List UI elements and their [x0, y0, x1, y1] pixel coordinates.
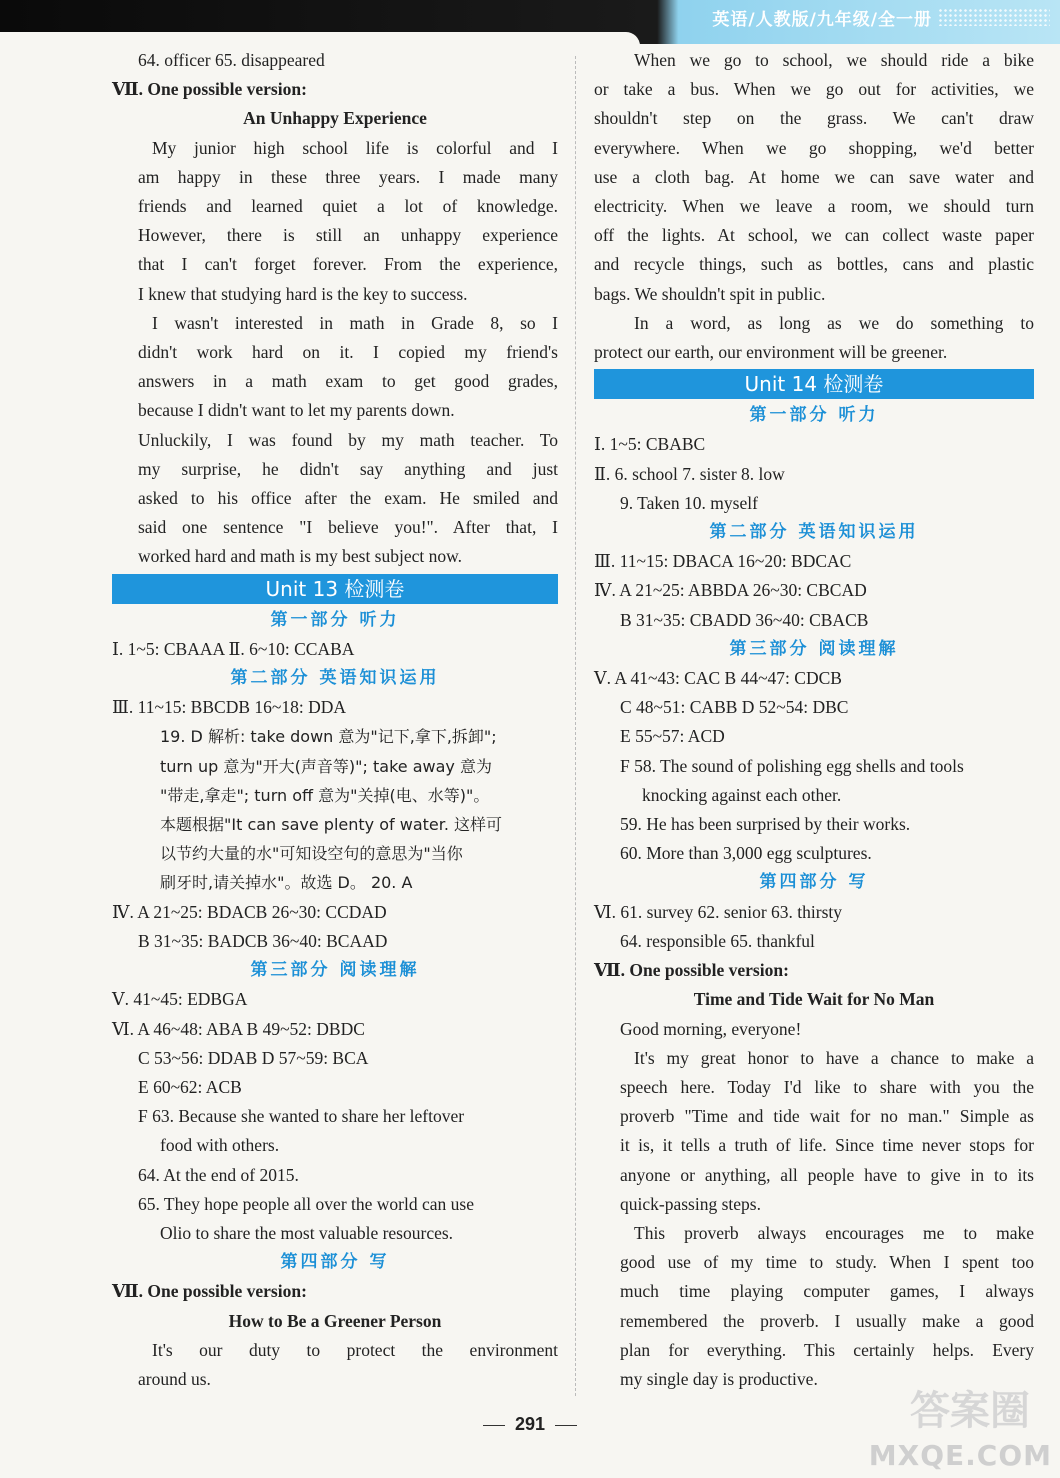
text-line: Ⅶ. One possible version: [594, 960, 789, 981]
text-line: quick-passing steps. [620, 1193, 761, 1214]
text-line: said one sentence "I believe you!". After that, I [138, 517, 558, 538]
text-line: or take a bus. When we go out for activities, we [594, 79, 1034, 100]
text-line: 以节约大量的水"可知设空句的意思为"当你 [160, 844, 463, 864]
text-line: use a cloth bag. At home we can save water and [594, 166, 1034, 187]
text-line: Ⅲ. 11~15: DBACA 16~20: BDCAC [594, 551, 852, 572]
essay-title: Time and Tide Wait for No Man [693, 989, 935, 1010]
text-line: off the lights. At school, we can collect waste paper [594, 225, 1034, 246]
text-line: 19. D 解析: take down 意为"记下,拿下,拆卸"; [160, 727, 497, 747]
text-line: Ⅳ. A 21~25: BDACB 26~30: CCDAD [112, 901, 387, 922]
text-line: friends and learned quiet a lot of knowledge. [138, 196, 558, 217]
text-line: Ⅵ. A 46~48: ABA B 49~52: DBDC [112, 1018, 365, 1039]
text-line: everywhere. When we go shopping, we'd better [594, 137, 1034, 158]
text-line: it is, it tells a truth of life. Since time never stops for [620, 1135, 1034, 1156]
text-line: 64. officer 65. disappeared [138, 50, 325, 70]
unit-banner: Unit 13 检测卷 [112, 574, 558, 604]
text-line: bags. We shouldn't spit in public. [594, 283, 826, 304]
text-line: around us. [138, 1368, 211, 1389]
section-heading: 第二部分 英语知识运用 [230, 668, 440, 689]
text-line: Ⅲ. 11~15: BBCDB 16~18: DDA [112, 697, 347, 718]
text-line: asked to his office after the exam. He smiled and [138, 488, 558, 509]
text-line: shouldn't step on the grass. We can't draw [594, 108, 1034, 129]
text-line: much time playing computer games, I always [620, 1281, 1034, 1302]
right-column [594, 46, 1034, 1394]
section-heading: 第三部分 阅读理解 [250, 960, 420, 981]
text-line: 9. Taken 10. myself [620, 492, 758, 513]
page-number-text: 291 [514, 1414, 546, 1434]
text-line: knocking against each other. [642, 784, 842, 805]
text-line: because I didn't want to let my parents down. [138, 400, 455, 421]
text-line: It's my great honor to have a chance to make a [634, 1047, 1034, 1068]
header-dots-pattern [938, 8, 1050, 26]
text-line: This proverb always encourages me to make [634, 1222, 1034, 1243]
text-line: When we go to school, we should ride a bike [634, 50, 1034, 70]
text-line: 65. They hope people all over the world can use [138, 1193, 474, 1214]
text-line: Ⅴ. 41~45: EDBGA [112, 989, 248, 1010]
text-line: B 31~35: CBADD 36~40: CBACB [620, 609, 869, 630]
text-line: 本题根据"It can save plenty of water. 这样可 [160, 815, 503, 835]
watermark-site: MXQE.COM [868, 1439, 1052, 1472]
text-line: am happy in these three years. I made many [138, 166, 558, 187]
text-line: plan for everything. This certainly helps. Every [620, 1339, 1034, 1360]
header-cut [0, 32, 640, 46]
text-line: I knew that studying hard is the key to success. [138, 283, 468, 304]
section-heading: 第一部分 听力 [270, 609, 400, 630]
page-number [0, 1414, 1060, 1435]
text-line: anyone or anything, all people have to give in to its [620, 1164, 1034, 1185]
text-line: "带走,拿走"; turn off 意为"关掉(电、水等)"。 [160, 785, 490, 805]
text-line: Good morning, everyone! [620, 1018, 802, 1039]
essay-title: An Unhappy Experience [243, 108, 427, 129]
text-line: Olio to share the most valuable resources. [160, 1222, 454, 1243]
section-heading: 第一部分 听力 [749, 405, 879, 426]
text-line: 60. More than 3,000 egg sculptures. [620, 843, 872, 864]
text-line: Ⅶ. One possible version: [112, 79, 307, 100]
text-line: my surprise, he didn't say anything and just [138, 458, 558, 479]
text-line: E 55~57: ACD [620, 726, 725, 747]
text-line: speech here. Today I'd like to share with you the [620, 1076, 1034, 1097]
essay-title: How to Be a Greener Person [228, 1310, 442, 1331]
header-label: 英语/人教版/九年级/全一册 [712, 10, 932, 30]
text-line: 64. responsible 65. thankful [620, 930, 815, 951]
text-line: proverb "Time and tide wait for no man." Simple as [620, 1106, 1034, 1127]
text-line: my single day is productive. [620, 1368, 818, 1389]
text-line: It's our duty to protect the environment [152, 1339, 558, 1360]
text-line: My junior high school life is colorful and I [152, 137, 558, 158]
unit-banner: Unit 14 检测卷 [594, 369, 1034, 399]
text-line: answers in a math exam to get good grades, [138, 371, 558, 392]
text-line: Ⅴ. A 41~43: CAC B 44~47: CDCB [594, 668, 842, 689]
text-line: Ⅵ. 61. survey 62. senior 63. thirsty [594, 901, 842, 922]
text-line: remembered the proverb. I usually make a good [620, 1310, 1034, 1331]
text-line: didn't work hard on it. I copied my friend's [138, 342, 558, 363]
left-column [112, 46, 558, 1394]
text-line: Ⅰ. 1~5: CBABC [594, 434, 706, 455]
text-line: However, there is still an unhappy experience [138, 225, 558, 246]
text-line: food with others. [160, 1135, 280, 1156]
header-bar [0, 0, 1060, 44]
text-line: C 53~56: DDAB D 57~59: BCA [138, 1047, 369, 1068]
text-line: and recycle things, such as bottles, cans and plastic [594, 254, 1034, 275]
text-line: F 63. Because she wanted to share her leftover [138, 1106, 465, 1127]
text-line: B 31~35: BADCB 36~40: BCAAD [138, 930, 388, 951]
section-heading: 第四部分 写 [280, 1252, 390, 1273]
text-line: In a word, as long as we do something to [634, 312, 1034, 333]
text-line: Ⅱ. 6. school 7. sister 8. low [594, 463, 785, 484]
section-heading: 第四部分 写 [759, 872, 869, 893]
text-line: F 58. The sound of polishing egg shells and tools [620, 755, 964, 776]
text-line: Ⅶ. One possible version: [112, 1281, 307, 1302]
text-line: that I can't forget forever. From the experience, [138, 254, 558, 275]
text-line: good use of my time to study. When I spent too [620, 1252, 1034, 1273]
text-line: 64. At the end of 2015. [138, 1164, 299, 1185]
text-line: turn up 意为"开大(声音等)"; take away 意为 [160, 756, 492, 776]
text-line: Unluckily, I was found by my math teacher. To [138, 429, 558, 450]
text-line: worked hard and math is my best subject now. [138, 546, 463, 567]
section-heading: 第二部分 英语知识运用 [709, 522, 919, 543]
section-heading: 第三部分 阅读理解 [729, 638, 899, 659]
text-line: C 48~51: CABB D 52~54: DBC [620, 697, 849, 718]
text-line: E 60~62: ACB [138, 1076, 242, 1097]
text-line: I wasn't interested in math in Grade 8, so I [152, 312, 558, 333]
text-line: 刷牙时,请关掉水"。故选 D。 20. A [160, 873, 413, 893]
watermark-logo: 答案圈 [910, 1388, 1030, 1434]
column-divider [575, 56, 576, 1396]
text-line: Ⅰ. 1~5: CBAAA Ⅱ. 6~10: CCABA [112, 638, 355, 659]
text-line: electricity. When we leave a room, we should turn [594, 196, 1034, 217]
text-line: Ⅳ. A 21~25: ABBDA 26~30: CBCAD [594, 580, 867, 601]
text-line: protect our earth, our environment will be greener. [594, 342, 948, 363]
text-line: 59. He has been surprised by their works. [620, 814, 911, 835]
